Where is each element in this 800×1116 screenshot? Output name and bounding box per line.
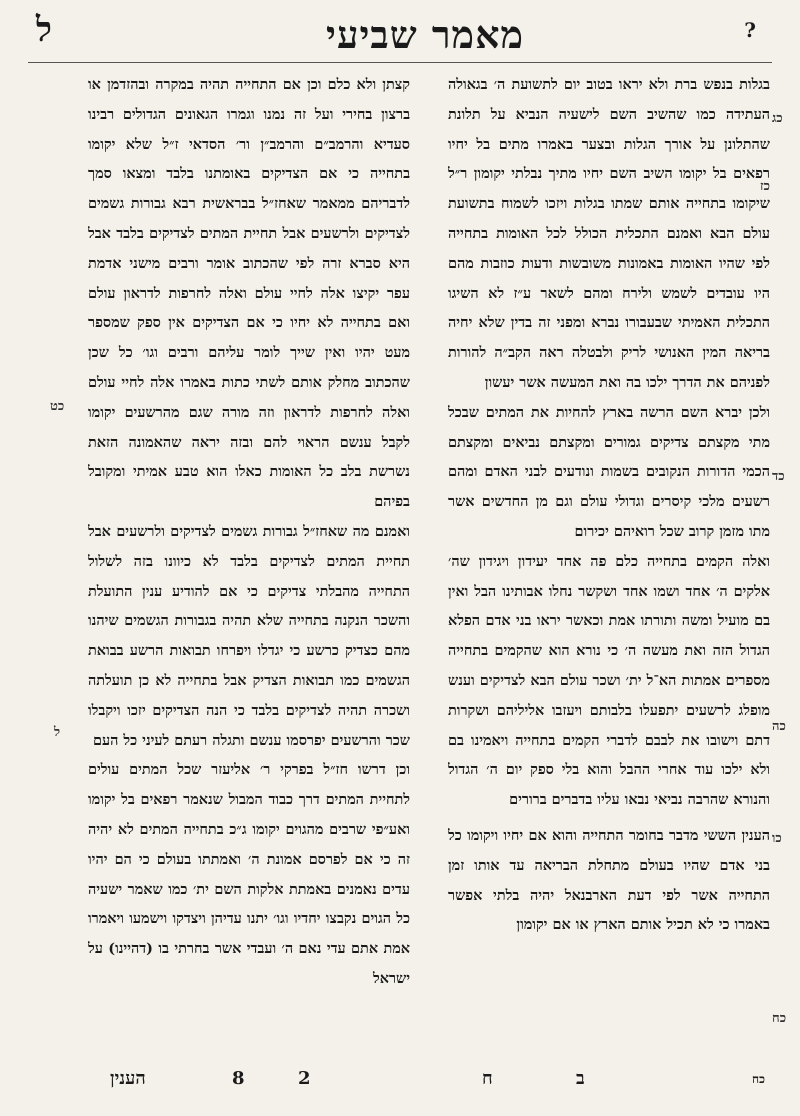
margin-number: כז [760,179,770,194]
footer-mark: ב [576,1068,585,1089]
paragraph: ולכן יברא השם הרשה בארץ להחיות את המתים שבכל מתי מקצתם צדיקים גמורים ומקצתם נביאים ומקצתם הכמי הדורות הנקובים בשמות ונודעים לבני האדם ומהם רשעים מלכי קיסרים וגדולי עולם וגם מן החדשים אשר מתו מזמן קרוב שכל רואיהם יכירום [448,403,770,540]
margin-number: כח [772,1011,787,1026]
margin-number: כה [772,719,786,734]
page-title: מאמר שביעי [326,12,524,57]
header-right-mark: ? [744,18,756,42]
page-header [0,8,800,60]
paragraph: וכן דרשו חז״ל בפרקי ר׳ אליעזר שכל המתים עולים לתחיית המתים דרך כבוד המבול שנאמר רפאים בל יקומו ואע״פי שרבים מהגוים יקומו ג״כ בתחייה המתים לא יהיה זה כי אם לפרסם אמונת ה׳ ואמתתו בעולם כי הם יהיו עדים נאמנים באמתת אלקות השם ית׳ כמו שאמר ישעיה כל הגוים נקבצו יחדיו וגו׳ יתנו עדיהן ויצדקו וישמעו ויאמרו אמת אתם עדי נאם ה׳ ועבדי אשר בחרתי בו (דהיינו) על ישראל [88,761,410,987]
footer-mark: 8 [232,1068,245,1089]
right-column [448,70,770,1060]
catchword-number: כח [752,1072,765,1086]
margin-number: כט [50,399,65,414]
paragraph: ואמנם מה שאחז״ל גבורות גשמים לצדיקים ולרשעים אבל תחיית המתים לצדיקים בלבד לא כיוונו בזה לשלול התחייה מהבלתי צדיקים כי אם להודיע ענין התועלת והשכר הנקנה בתחייה שלא תהיה בגבורות הגשמים שיהנו מהם כצדיק כרשע כי יגדלו ויפרחו תבואות הרשע בבואת הגשמים כמו תבואות הצדיק אבל בתחייה לא כן תועלתה ושכרה תהיה לצדיקים בלבד כי הנה הצדיקים יזכו ויקבלו שכר והרשעים יפרסמו ענשם ותגלה רעתם לעיני כל העם [88,522,410,749]
page-footer [0,1068,800,1104]
paragraph: ואלה הקמים בתחייה כלם פה אחד יעידון ויגידון שה׳ אלקים ה׳ אחד ושמו אחד ושקשר נחלו אבותינו הבל ואין בם מועיל ומשה ותורתו אמת וכאשר יראו בני אדם הפלא הגדול הזה ואת מעשה ה׳ כי נורא הוא שהקמים בתחייה מספרים אמתות הא־ל ית׳ ושכר עולם הבא לצדיקים וענש מופלג לרשעים יתפעלו בלבותם ויעזבו אליליהם ושקרות דתם וישובו את לבבם לדברי הקמים בתחייה ויאמינו בם ולא ילכו עוד אחרי ההבל והוא בלי ספק יום ה׳ הגדול והנורא שהרבה נביאי נבאו עליו בדברים ברורים [448,552,770,809]
catchword-left: הענין [110,1068,146,1089]
header-left-letter: ל [36,10,52,50]
margin-number: ל [54,725,61,740]
margin-number: כו [772,831,782,846]
paragraph: קצתן ולא כלם וכן אם התחייה תהיה במקרה ובהזדמן או ברצון בחירי ועל זה נמנו וגמרו הגאונים הגדולים רבינו סעדיא והרמב״ם והרמב״ן ור׳ הסדאי ז״ל שלא יקומו בתחייה כי אם הצדיקים באומתנו בלבד ומצאו סמך לדבריהם ממאמר שאחז״ל בבראשית רבא גבורות גשמים לצדיקים ולרשעים אבל תחיית המתים לצדיקים בלבד אבל היא סברא זרה לפי שהכתוב אומר ורבים מישני אדמת עפר יקיצו אלה לחיי עולם ואלה לחרפות לדראון עולם ואם בתחייה לא יחיו כי אם הצדיקים אין ספק שמספר מעט יהיו ואין שייך לומר עליהם ורבים וגו׳ כל שכן שהכתוב מחלק אותם לשתי כתות באמרו אלה לחיי עולם ואלה לחרפות לדראון וזה מורה שגם מהרשעים יקומו לקבל ענשם הראוי להם ובזה יראה שהאמונה הזאת נשרשת בלב כל האומות כאלו הוא טבע אמיתי ומקובל בפיהם [88,76,410,511]
left-column [88,70,410,1060]
footer-mark: 2 [298,1068,311,1089]
paragraph: הענין הששי מדבר בחומר התחייה והוא אם יחיו ויקומו כל בני אדם שהיו בעולם מתחלת הבריאה עד אותו זמן התחייה אשר לפי דעת הארבנאל יהיה בלתי אפשר באמרו כי לא תכיל אותם הארץ או אם יקומון [448,826,770,934]
margin-number: כד [772,469,785,484]
signature-mark: ח [482,1068,493,1089]
margin-number: כג [772,111,783,126]
paragraph: בגלות בנפש ברת ולא יראו בטוב יום לתשועת ה׳ בגאולה העתידה כמו שהשיב השם לישעיה הנביא על תלונת שהתלונן על אורך הגלות ובצער באמרו מתים בל יחיו רפאים בל יקומו השיב השם יחיו מתיך נבלתי יקומון ר״ל שיקומו בתחייה אותם שמתו בגלות ויזכו לשמוח בתשועת עולם הבא ואמנם התכלית הכולל לכל האומות בתחייה לפי שהיו האומות באמונות משובשות ודעות כוזבות מהם היו עובדים לשמש ולירח ומהם לשאר ע״ז לא השיגו התכלית האמיתי שבעבורו נברא ומפני זה בדין שלא יחיה בריאה המין האנושי לריק ולבטלה ראה הקב״ה להורות לפניהם את הדרך ילכו בה ואת המעשה אשר יעשון [448,76,770,391]
header-rule [28,62,772,63]
